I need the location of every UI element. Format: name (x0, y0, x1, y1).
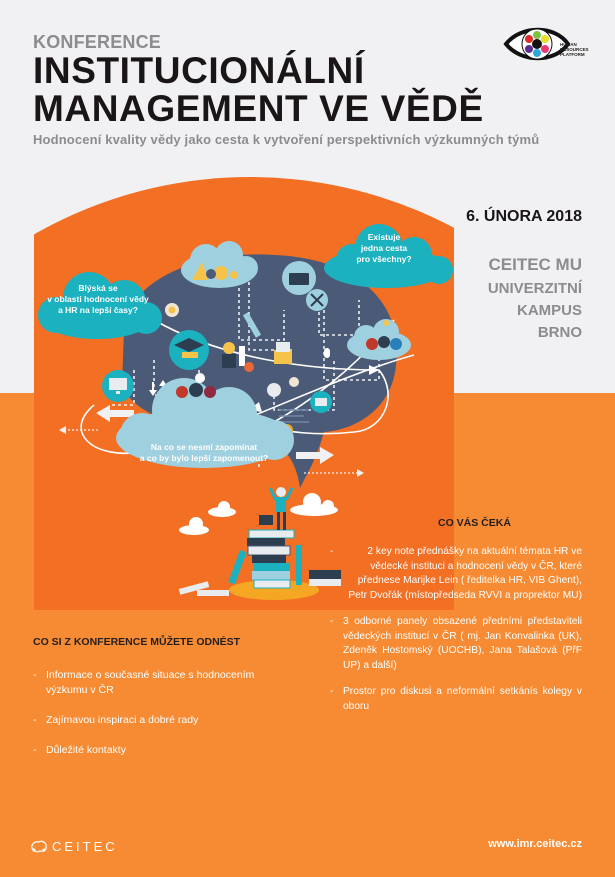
event-date: 6. ÚNORA 2018 (466, 208, 582, 225)
home-icon (267, 383, 281, 397)
microscope-icon (239, 346, 245, 366)
page-title (33, 52, 484, 128)
expectations-heading: CO VÁS ČEKÁ (438, 517, 511, 529)
microphone-icon (324, 348, 330, 358)
cloud-bottom-line: a co by bylo lepší zapomenout? (139, 453, 269, 463)
cloud-left-text (42, 283, 154, 316)
cloud-right-line: Existuje (367, 232, 401, 242)
title-line-2: MANAGEMENT VE VĚDĚ (33, 88, 484, 129)
cloud-left-line: a HR na lepší časy? (58, 305, 138, 315)
title-line-1: INSTITUCIONÁLNÍ (33, 50, 365, 91)
takeaways-item: - Důležité kontakty (33, 743, 293, 758)
monitor-icon (109, 378, 127, 390)
venue-line: KAMPUS (516, 302, 582, 319)
hero-illustration (34, 170, 454, 610)
website-link[interactable]: www.imr.ceitec.cz (488, 838, 582, 850)
briefcase-icon (289, 273, 309, 285)
expectations-item: - 2 key note přednášky na aktuální témata HR ve vědecké instituci a hodnocení vědy v ČR, které přednese Marijke Lein ( ředitelka HR, VIB Ghent), Petr Dvořák (místopředseda RVVI a proprektor MU) (330, 545, 582, 603)
logo-line: PLATFORM (560, 52, 585, 57)
small-clouds (179, 493, 338, 535)
venue-line: UNIVERZITNÍ (487, 280, 582, 297)
gear-icon (214, 266, 228, 280)
venue-line: BRNO (537, 324, 582, 341)
cloud-left-line: v oblasti hodnocení vědy (47, 294, 149, 304)
envelope-icon (274, 350, 292, 364)
ceitec-logo (30, 838, 118, 854)
cloud-right-text (334, 232, 434, 265)
hr-platform-label (560, 42, 589, 57)
logo-line: HUMAN (560, 42, 577, 47)
star-icon (289, 377, 299, 387)
event-venue (488, 254, 582, 344)
logo-line: RESOURCES (560, 47, 589, 52)
takeaways-item: - Informace o současné situace s hodnocením výzkumu v ČR (33, 668, 293, 698)
subtitle: Hodnocení kvality vědy jako cesta k vytvoření perspektivních výzkumných týmů (33, 132, 540, 147)
lightbulb-icon (169, 307, 176, 314)
cloud-right-line: jedna cesta (360, 243, 408, 253)
ceitec-logo-icon (30, 839, 48, 853)
conference-kicker: KONFERENCE (33, 32, 162, 52)
mail-icon (315, 398, 327, 406)
cloud-left-line: Blýská se (78, 283, 118, 293)
takeaways-heading: CO SI Z KONFERENCE MŮŽETE ODNÉST (33, 636, 241, 648)
cloud-right-line: pro všechny? (356, 254, 412, 264)
takeaways-list (33, 668, 293, 773)
scientist-icon (223, 342, 235, 354)
ceitec-logo-text: CEITEC (52, 838, 118, 854)
expectations-item: - Prostor pro diskusi a neformální setkánís kolegy v oboru (330, 685, 582, 714)
expectations-list (330, 545, 582, 729)
eye-icon (503, 22, 608, 66)
lab-cloud (181, 241, 258, 288)
expectations-item: - 3 odborné panely obsazené předními představiteli vědeckých institucí v ČR ( mj. Jan Konvalinka (UK), Zdeněk Hostomský (UOCHB), Jana Talašová (PřF UP) a další) (330, 615, 582, 673)
venue-main: CEITEC MU (488, 255, 582, 274)
takeaways-item: - Zajímavou inspiraci a dobré rady (33, 713, 293, 728)
cloud-bottom-text (129, 442, 279, 464)
cloud-bottom-line: Na co se nesmí zapomínat (150, 442, 258, 452)
briefcase-icon (259, 515, 273, 525)
